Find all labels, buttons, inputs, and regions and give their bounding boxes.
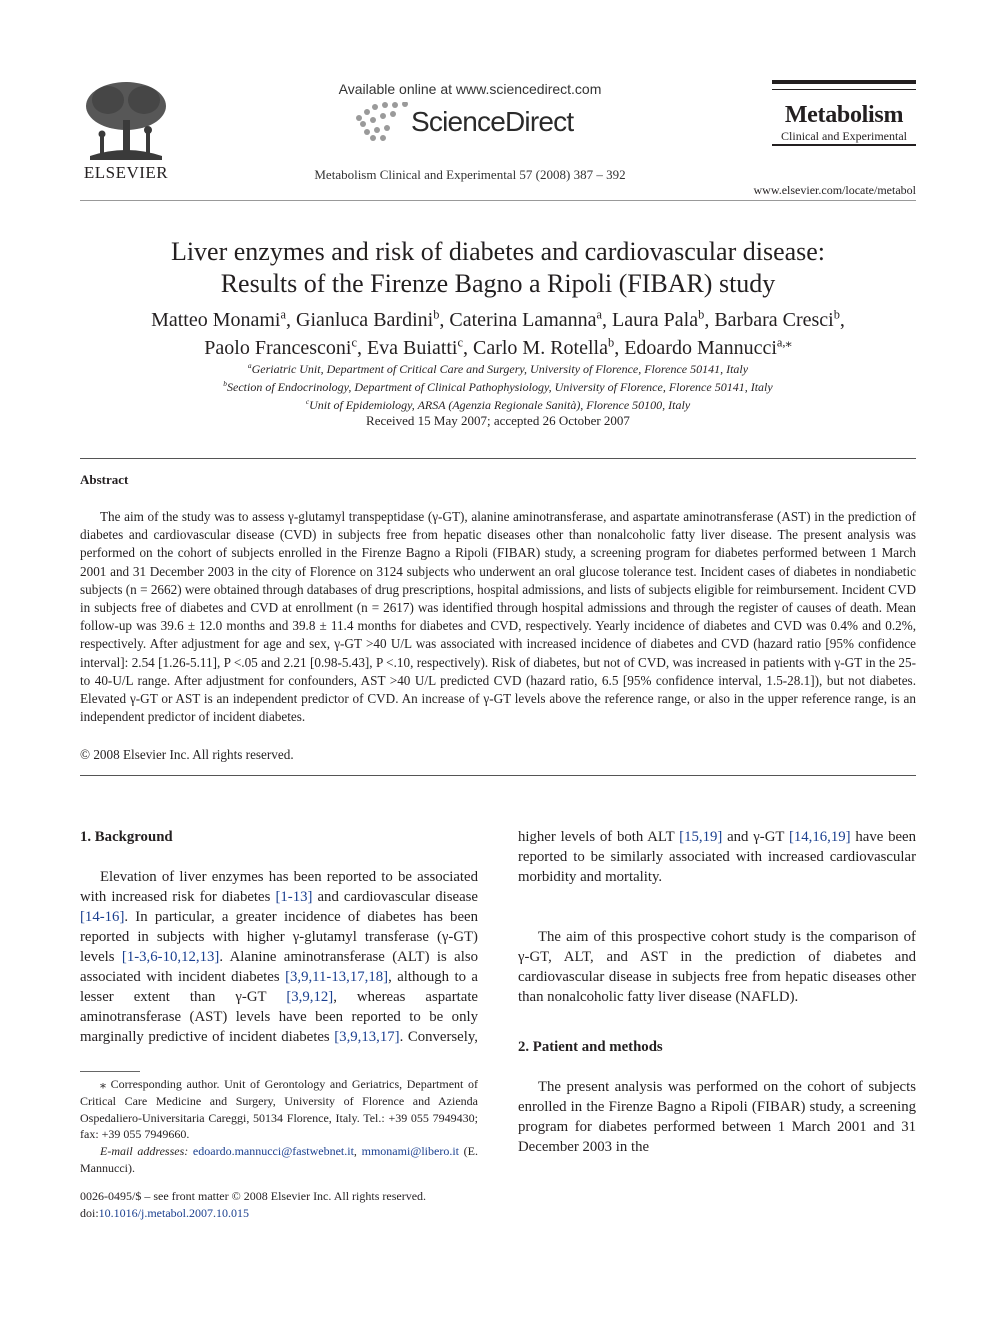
affiliation-item xyxy=(60,360,936,378)
title-line-2: Results of the Firenze Bagno a Ripoli (FIBAR) study xyxy=(220,269,776,298)
affiliation-sup: b xyxy=(223,379,228,388)
email-link[interactable]: mmonami@libero.it xyxy=(361,1144,459,1159)
footnote xyxy=(80,1076,478,1177)
email-addresses: E-mail addresses: edoardo.mannucci@fastwebnet.it, mmonami@libero.it (E. Mannucci). xyxy=(80,1144,478,1175)
citation-link[interactable]: [3,9,12] xyxy=(286,989,334,1005)
citation-link[interactable]: [15,19] xyxy=(679,829,723,845)
author-affil-sup: c xyxy=(457,335,463,350)
background-paragraph-2: The aim of this prospective cohort study is the comparison of γ-GT, ALT, and AST in the prediction of diabetes and cardiovascular disease in subjects free from hepatic diseases other than nonalcoholic fatty liver disease (NAFLD). xyxy=(518,929,916,1005)
paragraph-flow xyxy=(518,827,916,887)
citation-link[interactable]: [1-3,6-10,12,13] xyxy=(121,949,220,965)
header-divider xyxy=(80,200,916,201)
affiliation-text: Section of Endocrinology, Department of Clinical Pathophysiology, University of Florence, Florence 50141, Italy xyxy=(227,380,773,394)
author-affil-sup: b xyxy=(833,307,840,322)
affiliation-item xyxy=(60,378,936,396)
author-name[interactable]: Carlo M. Rotella xyxy=(473,337,608,359)
author-affil-sup: b xyxy=(433,307,440,322)
author-name[interactable]: Barbara Cresci xyxy=(714,309,834,331)
email-link[interactable]: edoardo.mannucci@fastwebnet.it xyxy=(192,1144,354,1159)
citation-link[interactable]: [3,9,13,17] xyxy=(334,1029,400,1045)
paragraph-text: and γ-GT xyxy=(722,829,789,845)
author-name[interactable]: Caterina Lamanna xyxy=(449,309,597,331)
affiliation-sup: a xyxy=(247,361,252,370)
issn-line: 0026-0495/$ – see front matter © 2008 Elsevier Inc. All rights reserved. xyxy=(80,1189,427,1203)
paragraph-text: and cardiovascular disease xyxy=(312,889,478,905)
author-separator: , xyxy=(602,309,613,331)
publisher-wordmark: ELSEVIER xyxy=(83,163,169,182)
doi-line xyxy=(80,1205,480,1222)
section-heading-methods: 2. Patient and methods xyxy=(518,1039,663,1055)
available-online-link[interactable]: Available online at www.sciencedirect.com xyxy=(338,81,602,97)
front-matter xyxy=(80,1188,480,1222)
paragraph-text: , whereas aspartate aminotransferase (AST) levels have been reported to be only marginally predictive of incident diabetes xyxy=(80,989,478,1045)
author-name[interactable]: Eva Buiatti xyxy=(366,337,458,359)
affiliation-text: Geriatric Unit, Department of Critical Care and Surgery, University of Florence, Florence 50141, Italy xyxy=(251,362,749,376)
journal-citation: Metabolism Clinical and Experimental 57 (2008) 387 – 392 xyxy=(314,167,626,182)
journal-name: Metabolism xyxy=(784,102,904,128)
affiliation-text: Unit of Epidemiology, ARSA (Agenzia Regionale Sanità), Florence 50100, Italy xyxy=(309,398,691,412)
author-separator: , xyxy=(286,309,296,331)
author-name[interactable]: Paolo Francesconi xyxy=(204,337,352,359)
article-title xyxy=(60,236,936,300)
citation-link[interactable]: [1-13] xyxy=(275,889,313,905)
citation-link[interactable]: [3,9,11-13,17,18] xyxy=(285,969,389,985)
citation-link[interactable]: [14-16] xyxy=(80,909,125,925)
author-separator: , xyxy=(839,309,845,331)
footnote-rule xyxy=(80,1071,140,1072)
author-affil-sup: a xyxy=(596,307,603,322)
citation-link[interactable]: [14,16,19] xyxy=(788,829,851,845)
author-affil-sup: b xyxy=(607,335,615,350)
methods-paragraph-1: The present analysis was performed on the cohort of subjects enrolled in the Firenze Bagno a Ripoli (FIBAR) study, a screening program for diabetes performed between 1 March 2001 and 31 December 2003 in the xyxy=(518,1079,916,1155)
affiliations xyxy=(60,360,936,414)
paragraph-text: . Alanine aminotransferase (ALT) is also associated with incident diabetes xyxy=(80,949,478,985)
title-line-1: Liver enzymes and risk of diabetes and cardiovascular disease: xyxy=(170,237,826,266)
author-separator: , xyxy=(463,337,473,359)
author-affil-sup: c xyxy=(351,335,357,350)
affiliation-item xyxy=(60,396,936,414)
author-affil-sup: b xyxy=(698,307,705,322)
paragraph-text: higher levels of both ALT xyxy=(518,829,675,845)
author-name[interactable]: Matteo Monami xyxy=(151,309,281,331)
author-separator: , xyxy=(439,309,450,331)
abstract-bottom-rule xyxy=(80,775,916,776)
email-label: E-mail addresses: xyxy=(100,1144,189,1159)
author-name[interactable]: Laura Pala xyxy=(612,309,699,331)
sciencedirect-wordmark: ScienceDirect xyxy=(411,106,574,137)
right-column xyxy=(518,827,916,1157)
background-paragraph-1-continued xyxy=(518,827,916,927)
doi-label: doi: xyxy=(80,1205,99,1220)
paragraph-text: Elevation of liver enzymes has been reported to be associated with increased risk for diabetes xyxy=(80,869,478,905)
author-name[interactable]: Edoardo Mannucci xyxy=(624,337,777,359)
section-heading-background: 1. Background xyxy=(80,829,173,845)
corresponding-author-note: ⁎ Corresponding author. Unit of Gerontology and Geriatrics, Department of Critical Care Medicine and Surgery, University of Florence and Azienda Ospedaliero-Universitaria Careggi, 50134 Florence, Italy. Tel.: +39 055 7949430; fax: +39 055 7949660. xyxy=(80,1077,478,1142)
author-separator: , xyxy=(356,337,367,359)
author-list xyxy=(60,306,936,362)
received-dates: Received 15 May 2007; accepted 26 October 2007 xyxy=(366,413,630,428)
journal-subtitle: Clinical and Experimental xyxy=(781,129,907,143)
abstract-top-rule xyxy=(80,458,916,459)
affiliation-sup: c xyxy=(305,397,310,406)
abstract-copyright: © 2008 Elsevier Inc. All rights reserved. xyxy=(80,747,294,762)
background-paragraph-1 xyxy=(80,867,478,1047)
journal-rule-thick xyxy=(772,80,916,84)
author-separator: , xyxy=(704,309,715,331)
journal-rule-bottom xyxy=(772,144,916,146)
journal-url-link[interactable]: www.elsevier.com/locate/metabol xyxy=(753,183,916,197)
author-name[interactable]: Gianluca Bardini xyxy=(296,309,434,331)
sciencedirect-dots-icon xyxy=(353,102,413,144)
doi-link[interactable]: 10.1016/j.metabol.2007.10.015 xyxy=(98,1205,249,1220)
author-line-2 xyxy=(60,334,936,362)
author-separator: , xyxy=(614,337,625,359)
paragraph-text: have been reported to be similarly associated with increased cardiovascular morbidity and mortality. xyxy=(518,829,916,885)
author-affil-sup: a xyxy=(280,307,286,322)
author-line-1 xyxy=(60,306,936,334)
abstract-text: The aim of the study was to assess γ-glutamyl transpeptidase (γ-GT), alanine aminotransferase, and aspartate aminotransferase (AST) in the prediction of diabetes and cardiovascular disease (CVD) in subjects free from hepatic diseases other than nonalcoholic fatty liver disease. The present analysis was performed on the cohort of subjects enrolled in the Firenze Bagno a Ripoli (FIBAR) study, a screening program for diabetes performed between 1 March 2001 and 31 December 2003 in the city of Florence on 3124 subjects who underwent an oral glucose tolerance test. Incident cases of diabetes in nondiabetic subjects (n = 2662) were obtained through databases of drug prescriptions, hospital admissions, and lists of subjects eligible for reimbursement. Incident CVD in subjects free of diabetes and CVD at enrollment (n = 2617) was identified through hospital admissions and through the register of causes of death. Mean follow-up was 39.6 ± 12.0 months and 39.8 ± 11.4 months for diabetes and CVD, respectively. Yearly incidence of diabetes and CVD was 0.4% and 0.2%, respectively. After adjustment for age and sex, γ-GT >40 U/L was associated with increased incidence of diabetes and CVD (hazard ratio [95% confidence interval]: 2.54 [1.26-5.11], P <.05 and 2.21 [0.98-5.43], P <.10, respectively). Risk of diabetes, but not of CVD, was increased in patients with γ-GT in the 25- to 40-U/L range. After adjustment for confounders, AST >40 U/L predicted CVD (hazard ratio, 6.5 [95% confidence interval, 1.5-28.1]), but not diabetes. Elevated γ-GT or AST is an independent predictor of CVD. An increase of γ-GT levels above the reference range, or also in the upper reference range, is an independent predictor of incident diabetes. xyxy=(80,509,916,725)
journal-rule-thin xyxy=(772,89,916,90)
paragraph-text: . Conversely, xyxy=(399,1029,478,1045)
abstract-heading: Abstract xyxy=(80,472,129,487)
paragraph-text: . In particular, a greater incidence of diabetes has been reported in subjects with higher γ-glutamyl transferase (γ-GT) levels xyxy=(80,909,478,965)
left-column xyxy=(80,827,478,1047)
paragraph-text: , although to a lesser extent than γ-GT xyxy=(80,969,478,1005)
author-affil-sup[interactable]: a,⁎ xyxy=(776,335,792,350)
email-suffix: (E. Mannucci). xyxy=(80,1144,478,1175)
